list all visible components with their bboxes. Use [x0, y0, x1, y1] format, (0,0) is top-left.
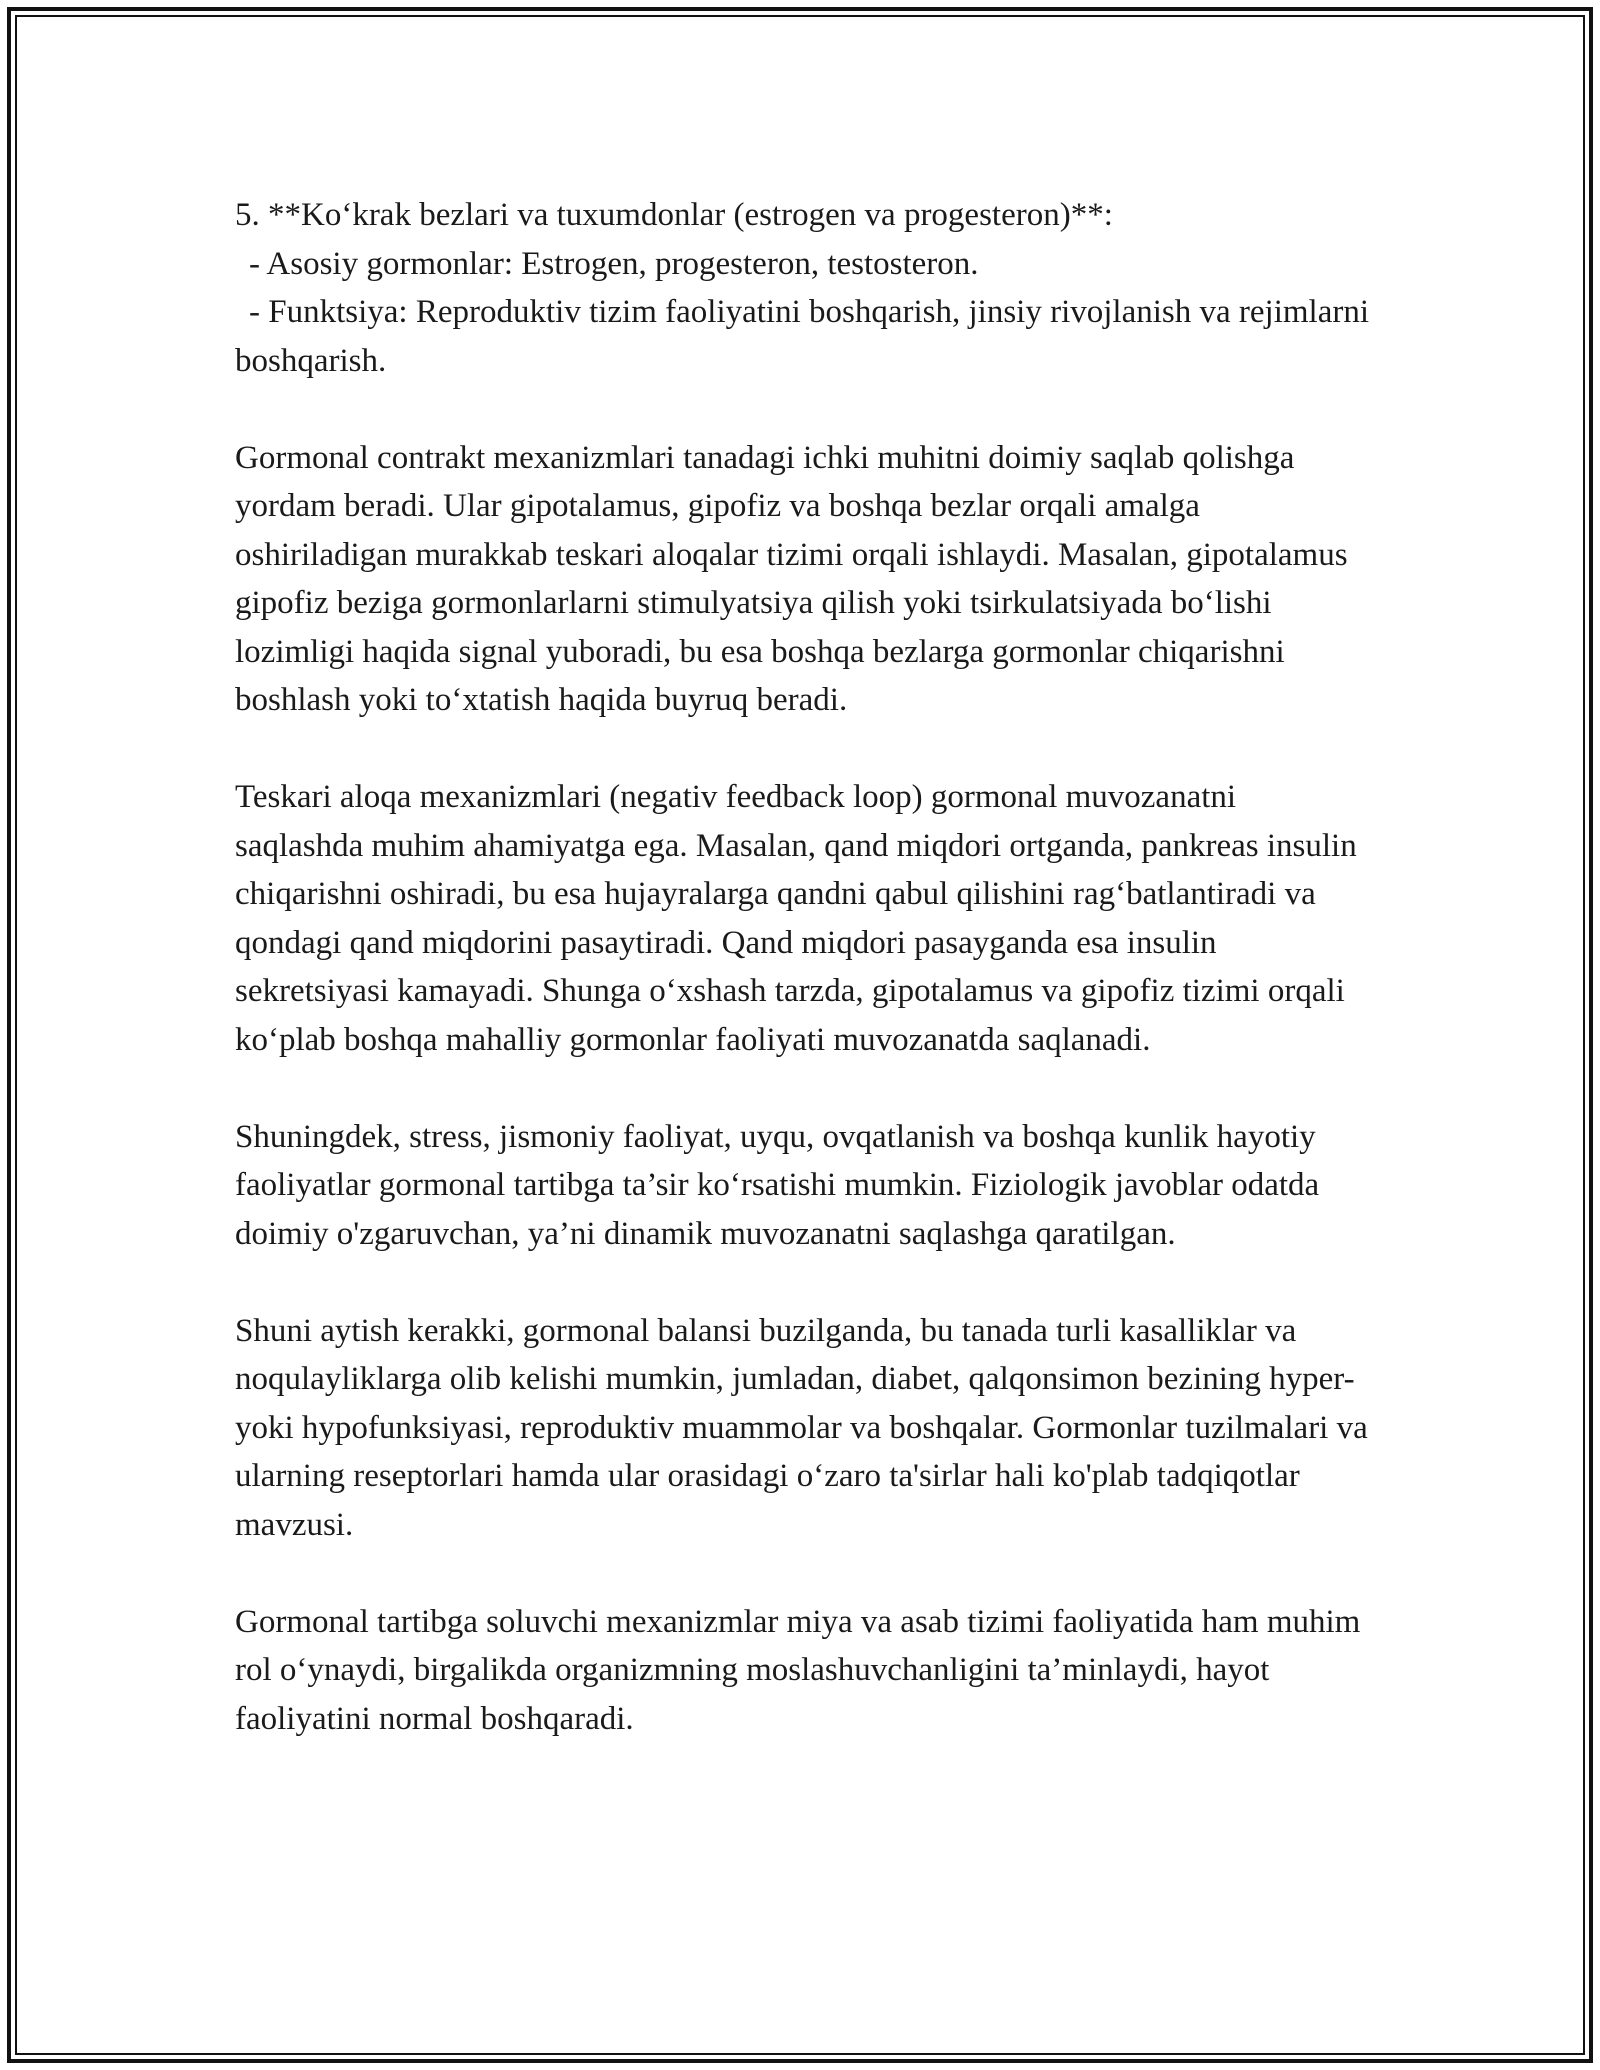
paragraph-hormonal-imbalance: Shuni aytish kerakki, gormonal balansi buzilganda, bu tanada turli kasalliklar va noqulayliklarga olib kelishi mumkin, jumladan, diabet, qalqonsimon bezining hyper- yoki hypofunksiyasi, reproduktiv muammolar va boshqalar. Gormonlar tuzilmalari va ularning reseptorlari hamda ular orasidagi o‘zaro ta'sirlar hali ko'plab tadqiqotlar mavzusi.: [235, 1312, 1368, 1543]
document-body: [235, 191, 1378, 1743]
list-item-ovaries: [235, 191, 1378, 385]
bullet-hormones: - Asosiy gormonlar: Estrogen, progesteron, testosteron.: [249, 245, 979, 282]
list-item-heading: 5. **Ko‘krak bezlari va tuxumdonlar (estrogen va progesteron)**:: [235, 197, 1113, 233]
paragraph-feedback-loop: Teskari aloqa mexanizmlari (negativ feedback loop) gormonal muvozanatni saqlashda muhim ahamiyatga ega. Masalan, qand miqdori ortganda, pankreas insulin chiqarishni oshiradi, bu esa hujayralarga qandni qabul qilishini rag‘batlantiradi va qondagi qand miqdorini pasaytiradi. Qand miqdori pasayganda esa insulin sekretsiyasi kamayadi. Shunga o‘xshash tarzda, gipotalamus va gipofiz tizimi orqali ko‘plab boshqa mahalliy gormonlar faoliyati muvozanatda saqlanadi.: [235, 779, 1357, 1058]
paragraph-nervous-system: Gormonal tartibga soluvchi mexanizmlar miya va asab tizimi faoliyatida ham muhim rol o‘ynaydi, birgalikda organizmning moslashuvchanligini ta’minlaydi, hayot faoliyatini normal boshqaradi.: [235, 1603, 1361, 1737]
paragraph-contract-mechanisms: Gormonal contrakt mexanizmlari tanadagi ichki muhitni doimiy saqlab qolishga yordam beradi. Ular gipotalamus, gipofiz va boshqa bezlar orqali amalga oshiriladigan murakkab teskari aloqalar tizimi orqali ishlaydi. Masalan, gipotalamus gipofiz beziga gormonlarlarni stimulyatsiya qilish yoki tsirkulatsiyada bo‘lishi lozimligi haqida signal yuboradi, bu esa boshqa bezlarga gormonlar chiqarishni boshlash yoki to‘xtatish haqida buyruq beradi.: [235, 439, 1348, 718]
paragraph-lifestyle-factors: Shuningdek, stress, jismoniy faoliyat, uyqu, ovqatlanish va boshqa kunlik hayotiy faoliyatlar gormonal tartibga ta’sir ko‘rsatishi mumkin. Fiziologik javoblar odatda doimiy o'zgaruvchan, ya’ni dinamik muvozanatni saqlashga qaratilgan.: [235, 1118, 1320, 1252]
bullet-function: - Funktsiya: Reproduktiv tizim faoliyatini boshqarish, jinsiy rivojlanish va rejimlarni boshqarish.: [235, 294, 1378, 379]
